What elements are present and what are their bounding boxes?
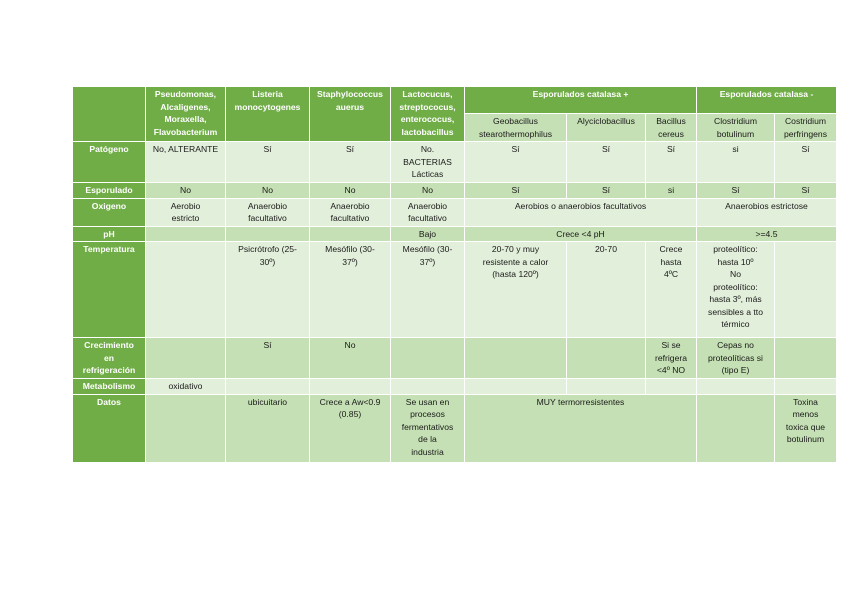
row-label: Datos: [73, 394, 146, 462]
row-label: Metabolismo: [73, 379, 146, 395]
table-cell: [775, 379, 837, 395]
table-cell: No, ALTERANTE: [146, 142, 226, 183]
row-crecimiento-refrigeracion: [73, 338, 837, 379]
table-cell: Toxina menos toxica que botulinum: [775, 394, 837, 462]
table-cell: [646, 379, 697, 395]
table-cell: [775, 242, 837, 338]
row-label: Temperatura: [73, 242, 146, 338]
table-cell: Anaerobio facultativo: [310, 198, 391, 226]
table-cell: Anaerobio facultativo: [391, 198, 465, 226]
table-cell: Mesófilo (30- 37º): [310, 242, 391, 338]
table-cell: [310, 226, 391, 242]
table-cell: 20-70 y muy resistente a calor (hasta 120º): [465, 242, 567, 338]
table-cell: [310, 379, 391, 395]
header-col-clostridium-perfringens: Costridium perfringens: [775, 114, 837, 142]
table-cell: No: [146, 183, 226, 199]
row-metabolismo: [73, 379, 837, 395]
header-col-lactococcus: Lactocucus, streptococus, enterococus, lactobacillus: [391, 87, 465, 142]
header-corner: [73, 87, 146, 142]
row-label: pH: [73, 226, 146, 242]
table-cell: No. BACTERIAS Lácticas: [391, 142, 465, 183]
row-label: Oxigeno: [73, 198, 146, 226]
row-esporulado: [73, 183, 837, 199]
table-cell: [146, 226, 226, 242]
table-cell: Sí: [567, 183, 646, 199]
table-cell: [775, 338, 837, 379]
row-label: Patógeno: [73, 142, 146, 183]
table-cell: [146, 338, 226, 379]
header-col-listeria: Listeria monocytogenes: [226, 87, 310, 142]
row-label: Esporulado: [73, 183, 146, 199]
table-cell: Sí: [465, 142, 567, 183]
table-cell: ubicuitario: [226, 394, 310, 462]
table-cell: Psicrótrofo (25- 30º): [226, 242, 310, 338]
table-cell: [567, 379, 646, 395]
row-ph: [73, 226, 837, 242]
table-cell: Aerobio estricto: [146, 198, 226, 226]
table-cell: Cepas no proteolíticas si (tipo E): [697, 338, 775, 379]
table-cell: MUY termorresistentes: [465, 394, 697, 462]
table-cell: Si se refrigera <4º NO: [646, 338, 697, 379]
table-cell: Sí: [697, 183, 775, 199]
table-cell: Sí: [567, 142, 646, 183]
table-cell: Anaerobio facultativo: [226, 198, 310, 226]
table-cell: [465, 379, 567, 395]
table-cell: No: [391, 183, 465, 199]
table-cell: No: [310, 338, 391, 379]
table-cell: Sí: [646, 142, 697, 183]
table-cell: [567, 338, 646, 379]
table-cell: [391, 379, 465, 395]
table-cell: Aerobios o anaerobios facultativos: [465, 198, 697, 226]
table-cell: Sí: [310, 142, 391, 183]
table-cell: si: [697, 142, 775, 183]
table-cell: >=4.5: [697, 226, 837, 242]
header-group-catalasa-plus: Esporulados catalasa +: [465, 87, 697, 114]
table-cell: Sí: [775, 183, 837, 199]
table-cell: [697, 379, 775, 395]
table-cell: 20-70: [567, 242, 646, 338]
table-cell: [226, 379, 310, 395]
bacteria-comparison-table: [72, 86, 837, 463]
row-label: Crecimiento en refrigeración: [73, 338, 146, 379]
table-cell: Crece hasta 4ºC: [646, 242, 697, 338]
table-cell: Mesófilo (30- 37º): [391, 242, 465, 338]
header-col-pseudomonas: Pseudomonas, Alcaligenes, Moraxella, Flavobacterium: [146, 87, 226, 142]
table-cell: Sí: [465, 183, 567, 199]
table-cell: oxidativo: [146, 379, 226, 395]
table-cell: Crece <4 pH: [465, 226, 697, 242]
header-col-bacillus-cereus: Bacillus cereus: [646, 114, 697, 142]
table-cell: [465, 338, 567, 379]
header-col-staphylococcus: Staphylococcus auerus: [310, 87, 391, 142]
table-cell: [146, 394, 226, 462]
header-group-catalasa-minus: Esporulados catalasa -: [697, 87, 837, 114]
row-patogeno: [73, 142, 837, 183]
table-cell: Se usan en procesos fermentativos de la industria: [391, 394, 465, 462]
table-cell: [391, 338, 465, 379]
header-col-clostridium-botulinum: Clostridium botulinum: [697, 114, 775, 142]
table-cell: [697, 394, 775, 462]
header-col-alyciclobacillus: Alyciclobacillus: [567, 114, 646, 142]
table-cell: No: [226, 183, 310, 199]
row-temperatura: [73, 242, 837, 338]
table-cell: Crece a Aw<0.9 (0.85): [310, 394, 391, 462]
table-cell: [146, 242, 226, 338]
header-col-geobacillus: Geobacillus stearothermophilus: [465, 114, 567, 142]
table-cell: si: [646, 183, 697, 199]
table-cell: proteolítico: hasta 10º No proteolítico: hasta 3º, más sensibles a tto térmico: [697, 242, 775, 338]
header-row-1: [73, 87, 837, 114]
table-cell: Sí: [775, 142, 837, 183]
table-cell: Sí: [226, 338, 310, 379]
table-cell: Sí: [226, 142, 310, 183]
table-cell: Bajo: [391, 226, 465, 242]
row-oxigeno: [73, 198, 837, 226]
table-cell: No: [310, 183, 391, 199]
table-cell: [226, 226, 310, 242]
table-cell: Anaerobios estrictose: [697, 198, 837, 226]
row-datos: [73, 394, 837, 462]
